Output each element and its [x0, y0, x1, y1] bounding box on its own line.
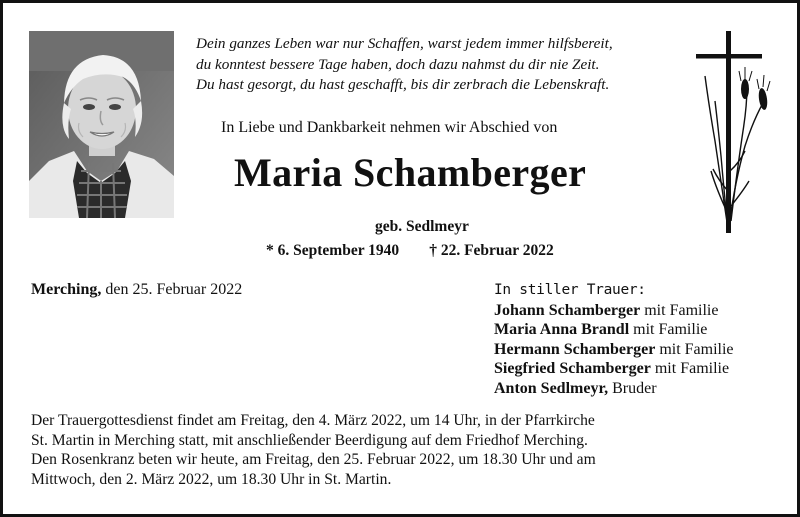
service-line: Der Trauergottesdienst findet am Freitag, den 4. März 2022, um 14 Uhr, in der Pfarrkirche: [31, 412, 595, 429]
mourner-name: Anton Sedlmeyr,: [494, 379, 609, 397]
death-date: † 22. Februar 2022: [429, 242, 554, 259]
notice-date: den 25. Februar 2022: [105, 281, 243, 298]
mourner-name: Hermann Schamberger: [494, 340, 656, 358]
portrait-photo: [29, 31, 174, 218]
place-and-date: [31, 281, 242, 299]
service-line: Mittwoch, den 2. März 2022, um 18.30 Uhr in St. Martin.: [31, 470, 392, 488]
mourner-relation: mit Familie: [654, 360, 730, 378]
birth-name: geb. Sedlmeyr: [375, 218, 469, 235]
deceased-name: Maria Schamberger: [234, 150, 587, 195]
mourner-row: [494, 359, 734, 379]
farewell-intro: In Liebe und Dankbarkeit nehmen wir Abschied von: [221, 119, 558, 136]
mourners-list: [494, 281, 734, 399]
poem-line: du konntest bessere Tage haben, doch dazu nahmst du dir nie Zeit.: [196, 55, 600, 73]
mourner-row: [494, 301, 734, 321]
mourners-heading: In stiller Trauer:: [494, 282, 646, 298]
birth-date: * 6. September 1940: [266, 242, 400, 259]
mourner-relation: mit Familie: [633, 321, 708, 339]
mourner-row: [494, 379, 734, 399]
service-information: [31, 411, 781, 489]
mourner-row: [494, 340, 734, 360]
mourner-name: Johann Schamberger: [494, 301, 641, 319]
place-name: Merching,: [31, 281, 102, 298]
mourner-relation: mit Familie: [659, 340, 734, 358]
cross-with-wheat-icon: [691, 31, 771, 233]
mourner-relation: mit Familie: [644, 301, 719, 319]
poem-line: Dein ganzes Leben war nur Schaffen, warst jedem immer hilfsbereit,: [196, 35, 613, 52]
service-line: St. Martin in Merching statt, mit anschließender Beerdigung auf dem Friedhof Merching.: [31, 431, 588, 449]
life-dates: [266, 242, 554, 260]
service-line: Den Rosenkranz beten wir heute, am Freitag, den 25. Februar 2022, um 18.30 Uhr und am: [31, 451, 596, 468]
portrait-illustration: [29, 31, 174, 218]
mourner-row: [494, 320, 734, 340]
mourner-name: Siegfried Schamberger: [494, 360, 651, 378]
mourner-name: Maria Anna Brandl: [494, 321, 630, 339]
memorial-poem: [196, 34, 676, 96]
poem-line: Du hast gesorgt, du hast geschafft, bis dir zerbrach die Lebenskraft.: [196, 76, 610, 93]
mourner-relation: Bruder: [612, 379, 657, 397]
